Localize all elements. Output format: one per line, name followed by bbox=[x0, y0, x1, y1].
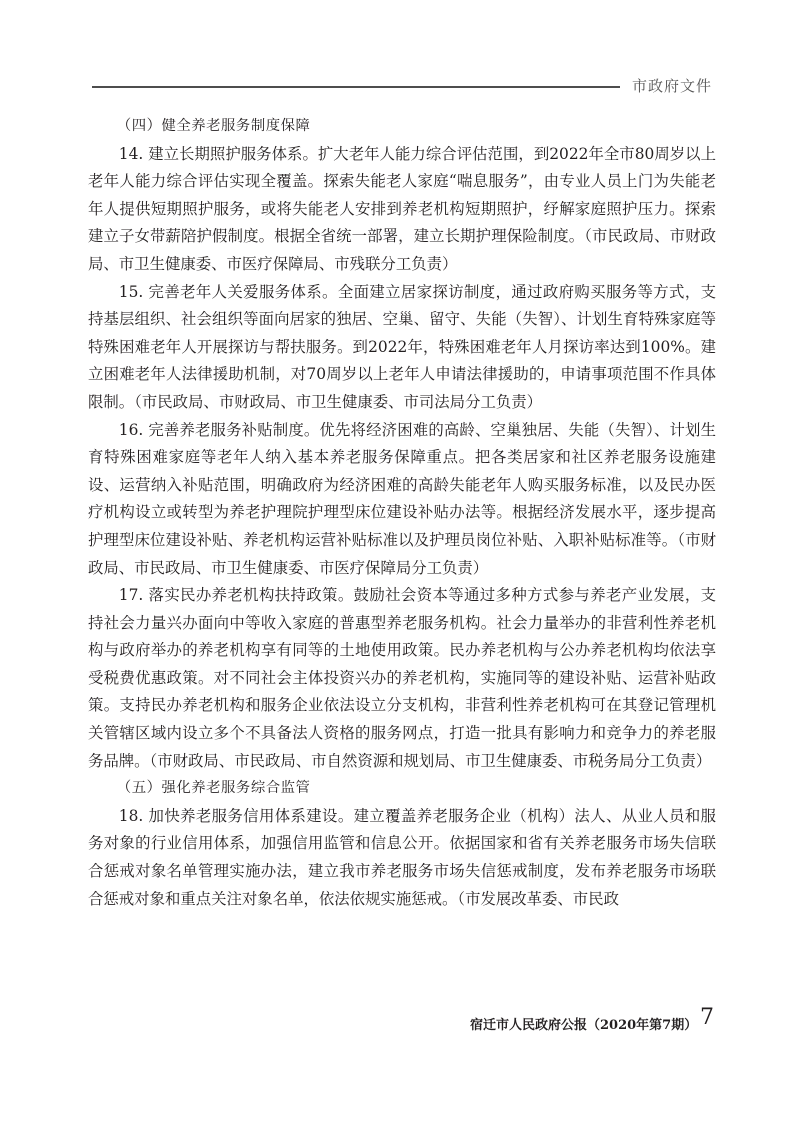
paragraph-16: 16. 完善养老服务补贴制度。优先将经济困难的高龄、空巢独居、失能（失智）、计划生育特殊困难家庭等老年人纳入基本养老服务保障重点。把各类居家和社区养老服务设施建设、运营纳入补贴范围，明确政府为经济困难的高龄失能老年人购买服务标准，以及民办医疗机构设立或转型为养老护理院护理型床位建设补贴办法等。根据经济发展水平，逐步提高护理型床位建设补贴、养老机构运营补贴标准以及护理员岗位补贴、入职补贴标准等。（市财政局、市民政局、市卫生健康委、市医疗保障局分工负责） bbox=[88, 420, 716, 577]
paragraph-14: 14. 建立长期照护服务体系。扩大老年人能力综合评估范围，到2022年全市80周岁以上老年人能力综合评估实现全覆盖。探索失能老人家庭“喘息服务”，由专业人员上门为失能老年人提供短期照护服务，或将失能老人安排到养老机构短期照护，纾解家庭照护压力。探索建立子女带薪陪护假制度。根据全省统一部署，建立长期护理保险制度。（市民政局、市财政局、市卫生健康委、市医疗保障局、市残联分工负责） bbox=[88, 144, 716, 273]
paragraph-15: 15. 完善老年人关爱服务体系。全面建立居家探访制度，通过政府购买服务等方式，支持基层组织、社会组织等面向居家的独居、空巢、留守、失能（失智）、计划生育特殊家庭等特殊困难老年人开展探访与帮扶服务。到2022年，特殊困难老年人月探访率达到100%。建立困难老年人法律援助机制，对70周岁以上老年人申请法律援助的，申请事项范围不作具体限制。（市民政局、市财政局、市卫生健康委、市司法局分工负责） bbox=[88, 282, 716, 411]
body-text bbox=[88, 113, 716, 913]
section-header-label: 市政府文件 bbox=[632, 77, 713, 95]
paragraph-17: 17. 落实民办养老机构扶持政策。鼓励社会资本等通过多种方式参与养老产业发展，支持社会力量兴办面向中等收入家庭的普惠型养老服务机构。社会力量举办的非营利性养老机构与政府举办的养老机构享有同等的土地使用政策。民办养老机构与公办养老机构均依法享受税费优惠政策。对不同社会主体投资兴办的养老机构，实施同等的建设补贴、运营补贴政策。支持民办养老机构和服务企业依法设立分支机构，非营利性养老机构可在其登记管理机关管辖区域内设立多个不具备法人资格的服务网点，打造一批具有影响力和竞争力的养老服务品牌。（市财政局、市民政局、市自然资源和规划局、市卫生健康委、市税务局分工负责） bbox=[88, 586, 716, 770]
page-number: 7 bbox=[700, 1005, 714, 1030]
paragraph-18: 18. 加快养老服务信用体系建设。建立覆盖养老服务企业（机构）法人、从业人员和服务对象的行业信用体系，加强信用监管和信息公开。依据国家和省有关养老服务市场失信联合惩戒对象名单管理实施办法，建立我市养老服务市场失信惩戒制度，发布养老服务市场联合惩戒对象和重点关注对象名单，依法依规实施惩戒。（市发展改革委、市民政 bbox=[88, 806, 716, 908]
footer-publication: 宿迁市人民政府公报（2020年第7期） bbox=[470, 1018, 698, 1033]
subheading-4: （四）健全养老服务制度保障 bbox=[116, 118, 311, 134]
subheading-5: （五）强化养老服务综合监管 bbox=[116, 780, 311, 797]
header-rule bbox=[92, 86, 620, 88]
